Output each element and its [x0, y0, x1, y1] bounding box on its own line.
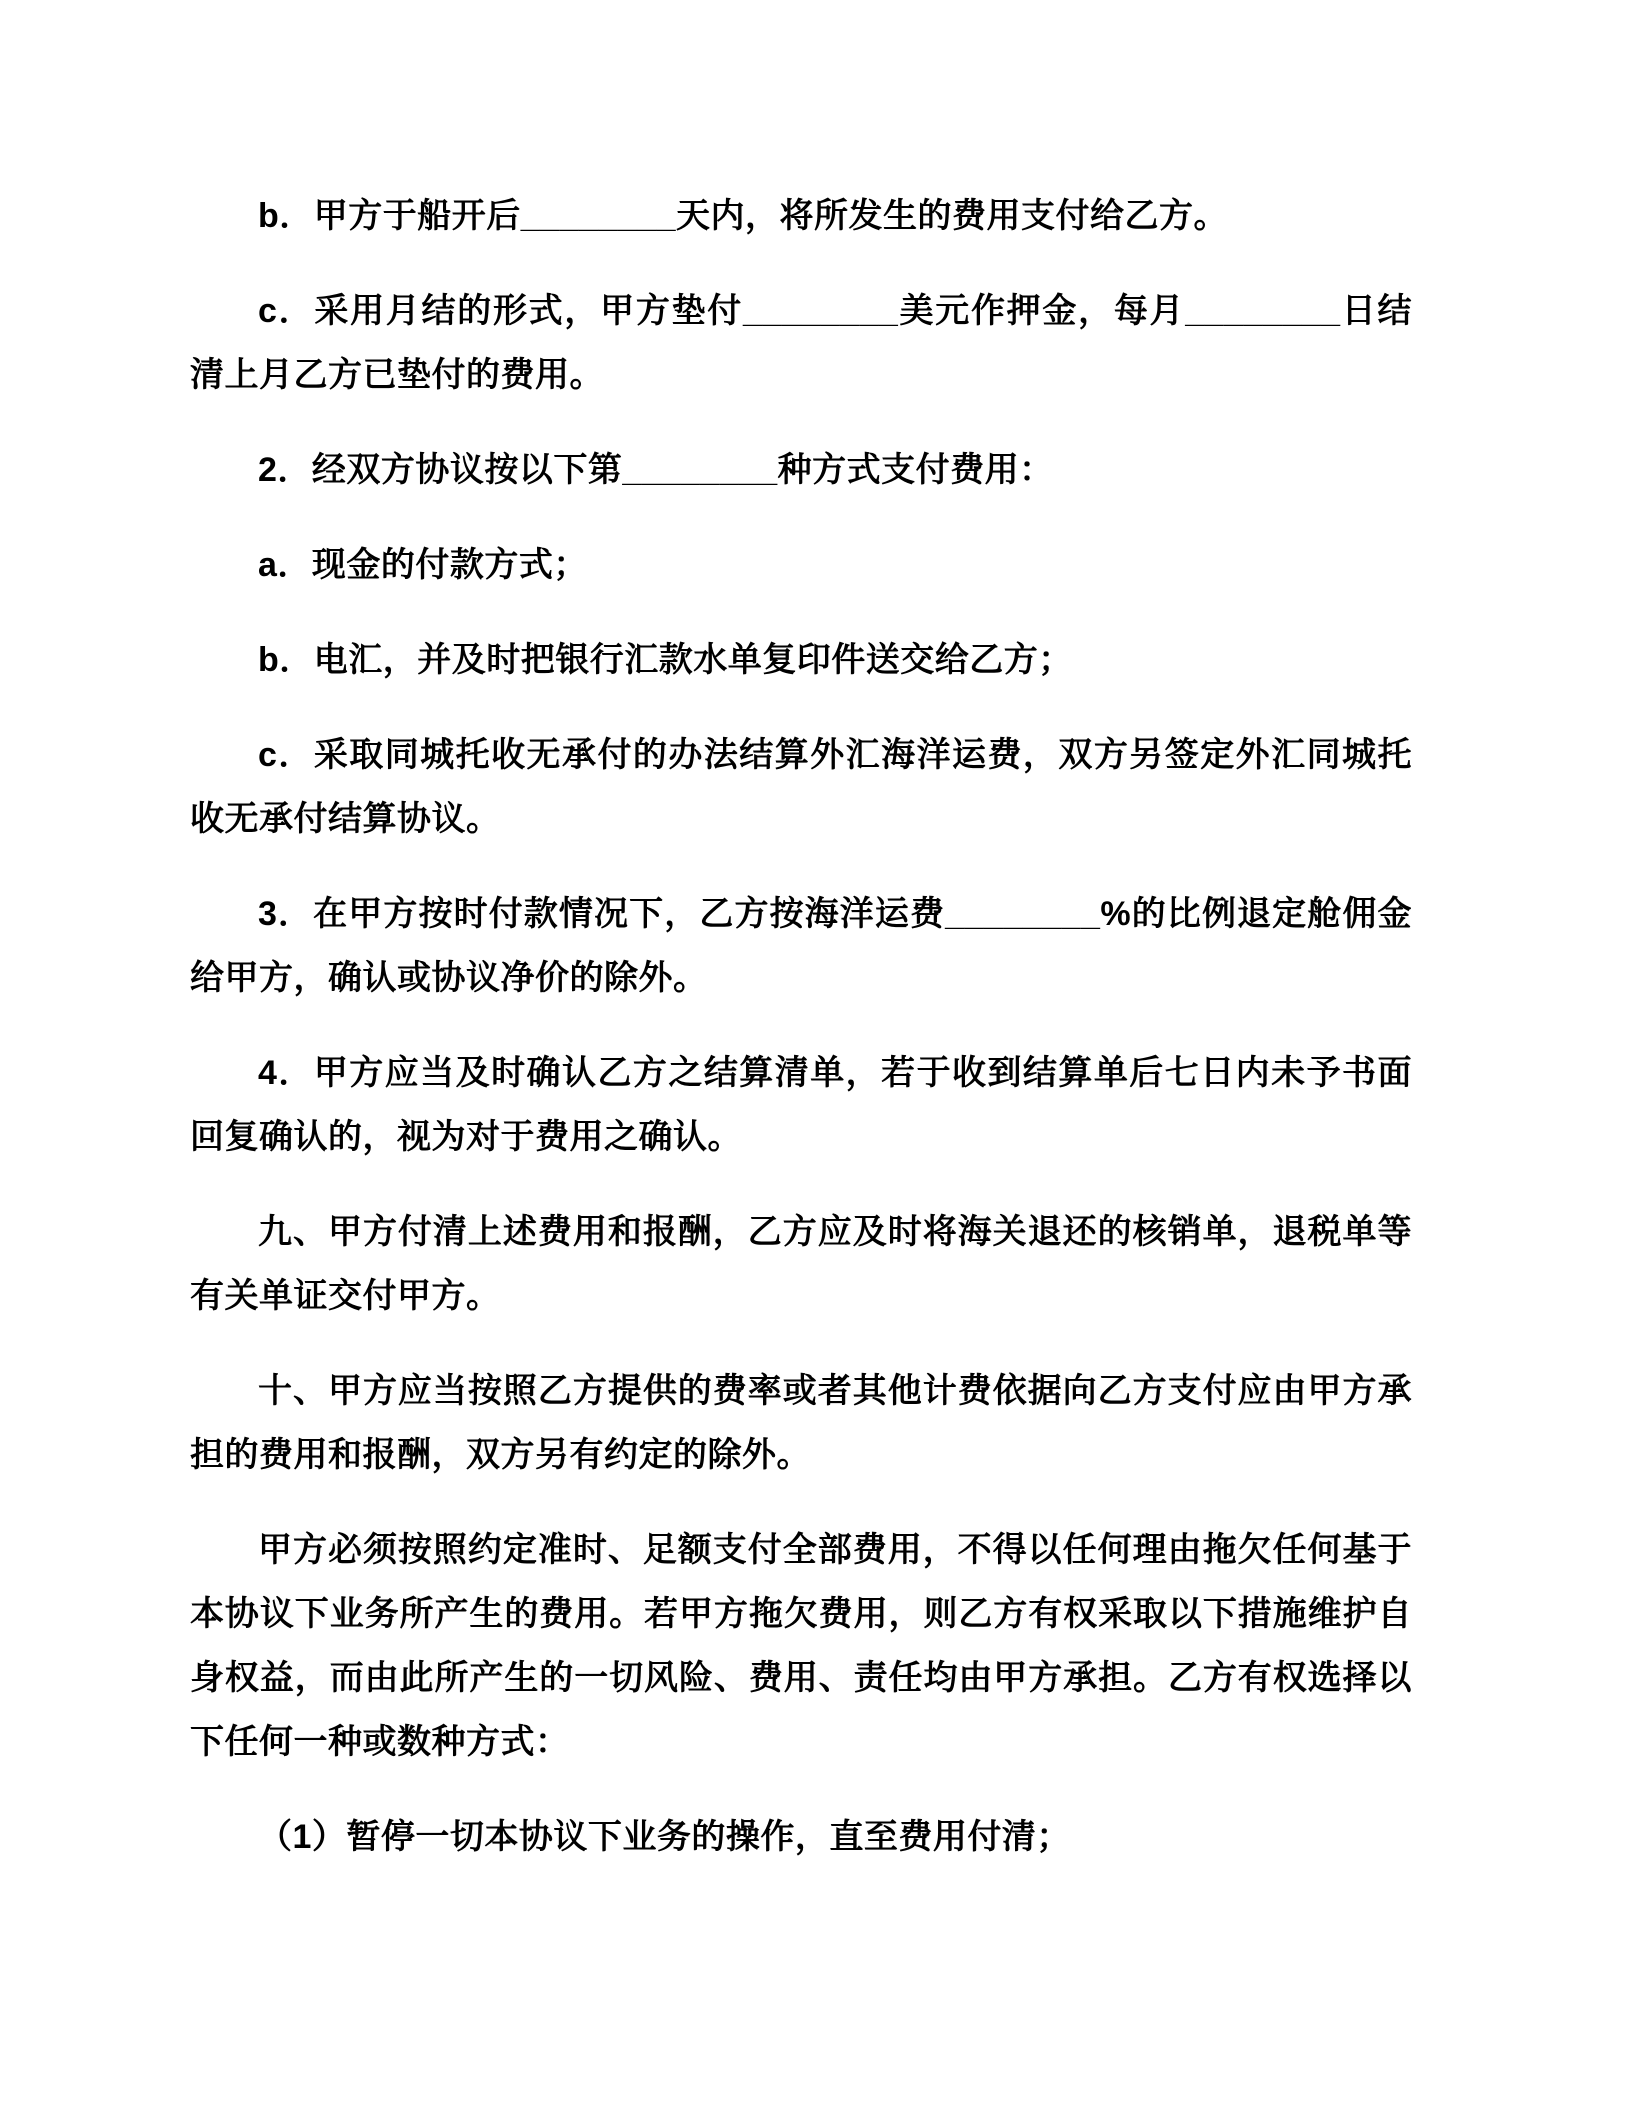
document-body [190, 184, 1412, 1869]
paragraph: c．采取同城托收无承付的办法结算外汇海洋运费，双方另签定外汇同城托收无承付结算协议。 [190, 736, 1412, 838]
paragraph: 4．甲方应当及时确认乙方之结算清单，若于收到结算单后七日内未予书面回复确认的，视为对于费用之确认。 [190, 1054, 1412, 1156]
paragraph: c．采用月结的形式，甲方垫付________美元作押金，每月________日结清上月乙方已垫付的费用。 [190, 292, 1412, 394]
paragraph: （1）暂停一切本协议下业务的操作，直至费用付清； [258, 1818, 1071, 1856]
paragraph: 3．在甲方按时付款情况下，乙方按海洋运费________%的比例退定舱佣金给甲方，确认或协议净价的除外。 [190, 895, 1412, 997]
paragraph: b．甲方于船开后________天内，将所发生的费用支付给乙方。 [258, 197, 1229, 235]
paragraph: 十、甲方应当按照乙方提供的费率或者其他计费依据向乙方支付应由甲方承担的费用和报酬，双方另有约定的除外。 [190, 1372, 1412, 1474]
paragraph: 九、甲方付清上述费用和报酬，乙方应及时将海关退还的核销单，退税单等有关单证交付甲方。 [190, 1213, 1412, 1315]
paragraph: b．电汇，并及时把银行汇款水单复印件送交给乙方； [258, 641, 1073, 679]
paragraph: a．现金的付款方式； [258, 546, 588, 584]
paragraph: 甲方必须按照约定准时、足额支付全部费用，不得以任何理由拖欠任何基于本协议下业务所产生的费用。若甲方拖欠费用，则乙方有权采取以下措施维护自身权益，而由此所产生的一切风险、费用、责任均由甲方承担。乙方有权选择以下任何一种或数种方式： [190, 1531, 1412, 1761]
paragraph: 2．经双方协议按以下第________种方式支付费用： [258, 451, 1054, 489]
